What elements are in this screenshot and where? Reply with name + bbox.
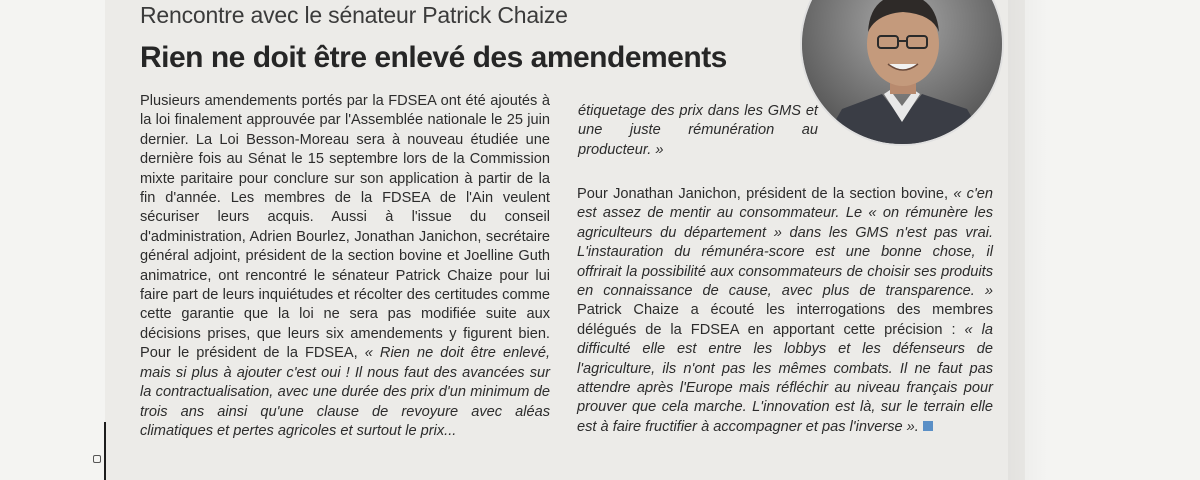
right-column-top-text: étiquetage des prix dans les GMS et une juste rémunération au producteur. » (578, 103, 818, 158)
article-right-column-top (578, 102, 818, 160)
left-column-body: Plusieurs amendements portés par la FDSEA ont été ajoutés à la loi finalement approuvée par l'Assemblée nationale le 25 juin dernier. La Loi Besson-Moreau sera à nouveau étudiée une dernière fois au Sénat le 15 septembre lors de la Commission mixte paritaire pour conclure sur son application à partir de la fin d'année. Les membres de la FDSEA de l'Ain veulent sécuriser leurs acquis. Aussi à l'issue du conseil d'administration, Adrien Bourlez, Jonathan Janichon, secrétaire général adjoint, président de la section bovine et Joelline Guth animatrice, ont rencontré le sénateur Patrick Chaize pour lui faire part de leurs inquiétudes et récolter des certitudes comme cette garantie que la loi ne sera pas modifiée suite aux décisions prises, que leurs six amendements y figurent bien. Pour le président de la FDSEA, (140, 93, 550, 362)
article-left-column (140, 92, 550, 441)
article-end-square-icon (923, 421, 933, 431)
left-column-quote: « Rien ne doit être enlevé, mais si plus à ajouter c'est oui ! Il nous faut des avancées sur la contractualisation, avec une durée des prix d'un minimum de trois ans ainsi qu'une clause de revoyure avec aléas climatiques et pertes agricoles et surtout le prix... (140, 345, 551, 439)
article-headline: Rien ne doit être enlevé des amendements (140, 41, 727, 74)
page-fold-shadow (1008, 0, 1048, 480)
article-right-column (577, 185, 993, 437)
right-p1-quote: « c'en est assez de mentir au consommateur. Le « on rémunère les agriculteurs du département » dans les GMS n'est pas vrai. L'instauration du rémunéra-score est une bonne chose, il offrirait la possibilité aux consommateurs de choisir ses produits en connaissance de cause, avec plus de transparence. » (577, 186, 993, 300)
right-p2-quote: « la difficulté elle est entre les lobbys et les défenseurs de l'agriculture, ils n'ont pas les mêmes combats. Il ne faut pas attendre après l'Europe mais réfléchir au niveau français pour prouver que cela marche. L'innovation est là, sur le terrain elle est à faire fructifier à accompagner et pas l'inverse ». (577, 321, 993, 435)
page-edge-rule (104, 422, 106, 480)
right-p1-intro: Pour Jonathan Janichon, président de la section bovine, (577, 186, 949, 202)
scan-corner-mark-icon (93, 455, 101, 463)
right-p2-intro: Patrick Chaize a écouté les interrogations des membres délégués de la FDSEA en apportant cette précision : (577, 302, 993, 338)
article-kicker: Rencontre avec le sénateur Patrick Chaize (140, 2, 568, 28)
